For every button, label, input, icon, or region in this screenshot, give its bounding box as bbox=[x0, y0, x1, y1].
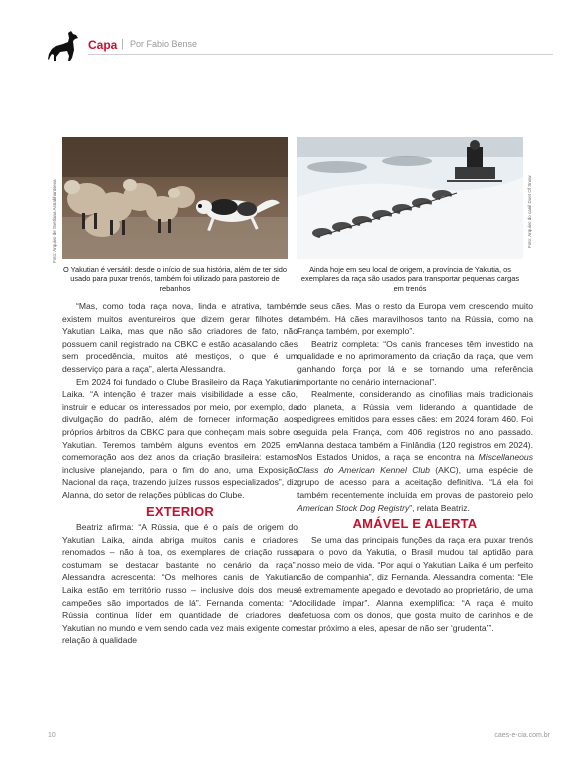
header-divider bbox=[88, 54, 553, 55]
page-header bbox=[48, 30, 553, 64]
dog-silhouette-logo bbox=[48, 30, 82, 62]
article-paragraph: “Mas, como toda raça nova, linda e atrativa, também existem muitos aventureiros que dizem gerar filhotes de Yakutian Laika, mas que não são criadores de fato, não possuem canil registrado na CBKC e estão acasalando cães sem procedência, muitos até mestiços, o que é um desserviço para a raça”, alerta Alessandra. bbox=[62, 301, 298, 374]
footer-website: caes-e-cia.com.br bbox=[494, 732, 550, 739]
article-text: ”, relata Beatriz. bbox=[409, 502, 470, 513]
section-heading-amavel: AMÁVEL E ALERTA bbox=[352, 516, 478, 532]
photo-credit-right: Foto: Arquivo do canil Duet Of Snow bbox=[527, 175, 532, 248]
header-separator: | bbox=[121, 38, 124, 50]
article-emphasis: American Stock Dog Registry bbox=[297, 502, 410, 513]
article-text: (AKC), uma espécie de grupo de acesso para a aceitação definitiva. “Lá ela foi também recentemente incluída em provas de pastoreio pelo bbox=[297, 464, 533, 500]
article-paragraph bbox=[297, 388, 533, 514]
photo-caption-right: Ainda hoje em seu local de origem, a província de Yakutia, os exemplares da raça são usados para transportar pequenas cargas em trenós bbox=[300, 265, 520, 293]
photo-credit-left: Foto: Arquivo de Svetlana Astrakhantseva bbox=[52, 179, 57, 263]
article-paragraph: Em 2024 foi fundado o Clube Brasileiro da Raça Yakutian Laika. “A intenção é trazer mais visibilidade a esse cão, instruir e educar os interessados por meio, por exemplo, da divulgação do padrão, além de fornecer informação aos próprios árbitros da CBKC para que conheçam mais sobre o Yakutian. Teremos também alguns eventos em 2025 em comemoração aos dez anos da criação brasileira: estamos inclusive planejando, para o fim do ano, uma Exposição Nacional da raça, trazendo juízes russos especializados”, diz Alanna, do setor de relações públicas do Clube. bbox=[62, 376, 298, 500]
page-number: 10 bbox=[48, 732, 56, 739]
article-paragraph: Beatriz afirma: “A Rússia, que é o país de origem do Yakutian Laika, ainda abriga muitos canis e criadores renomados – não à toa, os exemplares de criação russa costumam se destacar bastante no cenário da raça”. Alessandra acrescenta: “Os melhores canis de Yakutian Laika estão em território russo – inclusive dois dos meus campeões são importados de lá”. Fernanda comenta: “A Rússia continua líder em quantidade de criadores de Yakutian no mundo e vem sendo cada vez mais exigente com relação à qualidade bbox=[62, 522, 298, 646]
section-heading-exterior: EXTERIOR bbox=[145, 503, 215, 519]
article-paragraph: Se uma das principais funções da raça era puxar trenós para o povo da Yakutia, o Brasil mudou tal aptidão para nosso meio de vida. “Por aqui o Yakutian Laika é um perfeito cão de companhia”, diz Fernanda. Alessandra comenta: “Ele é extremamente apegado e devotado ao proprietário, de uma docilidade ímpar”. Alanna exemplifica: “A raça é muito afetuosa com os donos, que gosta muito de carinhos e de estar próximo a eles, apesar de não ser ‘grudenta’”. bbox=[297, 534, 533, 633]
article-paragraph: de seus cães. Mas o resto da Europa vem crescendo muito também. Há cães maravilhosos tanto na Rússia, como na França também, por exemplo”. bbox=[297, 301, 533, 337]
photo-sheep-herding bbox=[62, 137, 288, 259]
photo-sled-dogs bbox=[297, 137, 523, 259]
author-byline: Por Fabio Bense bbox=[130, 39, 198, 49]
article-text: Realmente, considerando as cinofilias mais tradicionais do planeta, a Rússia vem liderando a quantidade de pedigrees emitidos para esses cães: em 2024 foram 460. Foi seguida pela França, com 406 registros no ano passado. Alanna destaca também a Finlândia (120 registros em 2024). Nos Estados Unidos, a raça se encontra na bbox=[297, 389, 533, 463]
section-title: Capa bbox=[88, 38, 118, 52]
article-right-column bbox=[297, 300, 533, 634]
article-left-column bbox=[62, 300, 298, 647]
article-paragraph: Beatriz completa: “Os canis franceses têm investido na qualidade e no aprimoramento da criação da raça, que vem ganhando força por lá e se tornando uma referência importante no cenário internacional”. bbox=[297, 338, 533, 387]
photo-caption-left: O Yakutian é versátil: desde o início de sua história, além de ter sido usado para puxar trenós, também foi utilizado para pastoreio de rebanhos bbox=[62, 265, 288, 293]
article-emphasis: Miscellaneous Class do American Kennel Club bbox=[297, 452, 533, 475]
